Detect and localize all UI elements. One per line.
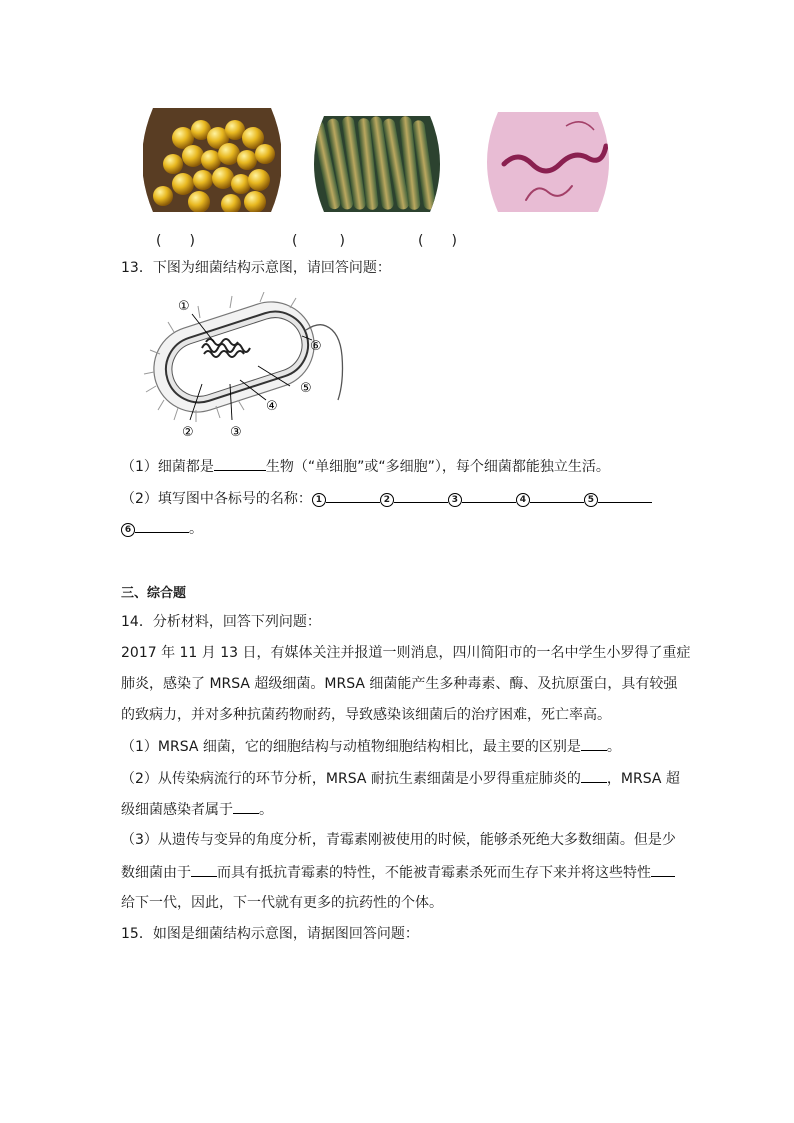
answer-blank[interactable] [214,456,266,471]
photo-2-answer: ( ) [292,233,345,249]
label-mark-4: 4 [516,493,530,507]
answer-blank[interactable] [233,799,259,814]
q14-para-1: 2017 年 11 月 13 日，有媒体关注并报道一则消息，四川简阳市的一名中学生小罗得了重症 [121,645,691,661]
bacterium-body [143,292,343,423]
label-mark-1: 1 [312,493,326,507]
cocci-photo [143,108,281,212]
answer-blank[interactable] [326,488,380,503]
q14-sub3-end: 给下一代，因此，下一代就有更多的抗药性的个体。 [121,895,443,911]
diagram-label-6: ⑥ [310,339,322,354]
bacilli-photo [314,116,440,212]
q13-sub2-cont: 6 。 [121,518,673,539]
label-mark-5: 5 [584,493,598,507]
bacterium-diagram [140,292,360,442]
q14-para-3: 的致病力，并对多种抗菌药物耐药，导致感染该细菌后的治疗困难，死亡率高。 [121,707,611,723]
label-mark-3: 3 [448,493,462,507]
q14-title: 14．分析材料，回答下列问题： [121,614,321,630]
diagram-label-1: ① [178,299,190,314]
q14-sub3: （3）从遗传与变异的角度分析，青霉素刚被使用的时候，能够杀死绝大多数细菌。但是少 [121,832,676,848]
q15-title: 15．如图是细菌结构示意图，请据图回答问题： [121,926,419,942]
q14-sub2: （2）从传染病流行的环节分析，MRSA 耐抗生素细菌是小罗得重症肺炎的 ，MRSA 超 [121,768,673,789]
answer-blank[interactable] [462,488,516,503]
q14-para-2: 肺炎，感染了 MRSA 超级细菌。MRSA 细菌能产生多种毒素、酶、及抗原蛋白，具有较强 [121,676,678,692]
q13-title: 13．下图为细菌结构示意图，请回答问题： [121,260,391,276]
spirillum-photo [486,112,610,212]
photo-3-answer: ( ) [418,233,457,249]
answer-blank[interactable] [651,862,675,877]
answer-blank[interactable] [581,736,607,751]
diagram-label-4: ④ [266,399,278,414]
q14-sub1: （1）MRSA 细菌，它的细胞结构与动植物细胞结构相比，最主要的区别是 。 [121,736,673,757]
q13-sub2: （2）填写图中各标号的名称： 1 2 3 4 5 [121,488,673,509]
q14-sub3-cont: 数细菌由于 而具有抵抗青霉素的特性，不能被青霉素杀死而生存下来并将这些特性 [121,862,673,883]
q14-sub2-cont: 级细菌感染者属于 。 [121,799,673,820]
answer-blank[interactable] [530,488,584,503]
label-mark-6: 6 [121,523,135,537]
section-3-heading: 三、综合题 [121,586,187,601]
answer-blank[interactable] [191,862,217,877]
label-mark-2: 2 [380,493,394,507]
diagram-label-5: ⑤ [300,381,312,396]
answer-blank[interactable] [598,488,652,503]
answer-blank[interactable] [135,518,189,533]
answer-blank[interactable] [394,488,448,503]
diagram-label-2: ② [182,425,194,440]
photo-1-answer: ( ) [156,233,195,249]
diagram-label-3: ③ [230,425,242,440]
answer-blank[interactable] [581,768,607,783]
q13-sub1: （1）细菌都是 生物（“单细胞”或“多细胞”），每个细菌都能独立生活。 [121,456,673,477]
